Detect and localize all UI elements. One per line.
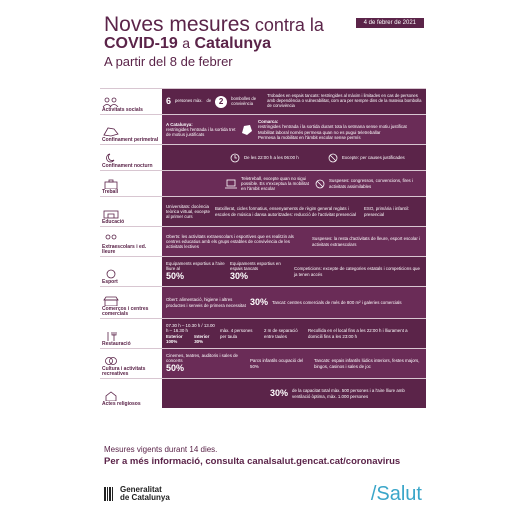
logo-line2: de Catalunya [120, 493, 170, 503]
row-label: Extraescolars i ed. lleure [102, 243, 147, 255]
row-label: Restauració [102, 340, 131, 347]
title-part-c: COVID-19 [104, 35, 178, 53]
poster [100, 8, 426, 518]
secondary-text: Batxillerat, cicles formatius, ensenyaments de règim general reglats i escoles de música i dansa autoritzades: reducció de l'activitat presencial [215, 206, 356, 217]
malls-closed: Tancat: centres comercials de més de 800 m² i galeries comercials [272, 299, 402, 305]
outdoor-sports-label: Equipaments esportius a l'aire lliure al [166, 261, 225, 272]
subtitle: A partir del 8 de febrer [104, 53, 233, 69]
title-part-d: a [182, 35, 191, 52]
bubble-label: bombolles de convivència [231, 95, 257, 106]
shop-icon [102, 296, 120, 306]
shop-capacity: 30% [250, 297, 269, 308]
night-exception: Excepte: per causes justificades [342, 154, 405, 160]
kids-icon [102, 234, 120, 244]
max-people: 6 [166, 96, 172, 107]
row-actes-religiosos [100, 378, 426, 408]
forbidden-icon [315, 179, 325, 189]
telework-text: Teletreball, excepte quan no sigui possible. Es v'exceptua la mobilitat en l'àmbit escolar [241, 175, 309, 192]
clock-icon [230, 153, 240, 163]
church-icon [102, 391, 120, 401]
moon-icon [102, 153, 120, 163]
cinemas-capacity: 50% [166, 363, 185, 374]
row-confinament-nocturn [100, 144, 426, 170]
school-mobility: Permesa la mobilitat en l'àmbit escolar sense permís [258, 134, 361, 140]
validity-text: Mesures vigents durant 14 dies. [104, 445, 218, 454]
row-educacio [100, 196, 426, 226]
suspended-events: Suspeses: congressos, convencions, fires i activitats assimilables [329, 178, 413, 189]
row-comercos [100, 286, 426, 318]
row-activitats-socials [100, 88, 426, 114]
row-confinament-perimetral [100, 114, 426, 144]
row-label: Cultura i activitats recreatives [102, 365, 146, 377]
row-label: Comerços i centres comercials [102, 305, 149, 317]
indoor-meetings: Trobades en espais tancats: restringides al màxim i limitades en cas de persones amb dependència o vulnerabilitat, com ara per sempre dins de la mateixa bombolla de convivència [267, 93, 422, 108]
max-people-label: persones màx. [175, 98, 203, 104]
measures-table [100, 88, 426, 408]
map-icon [102, 127, 120, 137]
opening-hours: 07.30 h – 10.30 h / 13.00 h – 16.30 h [166, 323, 215, 334]
salut-logo: /Salut [370, 483, 422, 505]
logo-line1: Generalitat [120, 485, 162, 494]
suspended-activities: Suspeses: la resta d'activitats de lleure, esport escolar i activitats extraescolars [312, 236, 420, 247]
religious-text: de la capacitat total màx. 500 persones i a l'aire lliure amb ventilació òptima, màx. 1.000 persones [292, 388, 405, 399]
competitions-text: Competicions: excepte de categories estatals i competicions que ja tenen accés [294, 266, 420, 277]
row-label: Treball [102, 188, 119, 195]
row-extraescolars [100, 226, 426, 256]
row-treball [100, 170, 426, 196]
bubble-count: 2 [215, 96, 227, 108]
de-label: de [206, 98, 212, 104]
ball-icon [102, 269, 120, 279]
religious-capacity: 30% [270, 388, 289, 399]
max-per-table: màx. 4 persones per taula [220, 328, 253, 339]
indoor-sports-label: Equipaments esportius en espais tancats [230, 261, 281, 272]
row-cultura [100, 348, 426, 378]
takeaway-text: Recollida en el local fins a les 22:00 h i lliurament a domicili fins a les 23:00 h [308, 328, 408, 339]
laptop-icon [225, 179, 237, 189]
essentials-open: Obert: alimentació, higiene i altres productes i serveis de primera necessitat [166, 297, 246, 308]
catalunya-label: A Catalunya: [166, 121, 193, 127]
people-icon [102, 97, 120, 107]
table-distance: 2 m de separació entre taules [264, 328, 298, 339]
date-badge: 4 de febrer de 2021 [356, 18, 424, 28]
terrace-capacity: Exterior 100% [166, 333, 183, 344]
cinemas-label: Cinemes, teatres, auditoris i sales de concerts [166, 353, 238, 364]
briefcase-icon [102, 179, 120, 189]
open-activities: Oberts: les activitats extraescolars i esportives que es realitzin als centres educatius amb els grups estables de convivència de les activitats lectives [166, 233, 294, 250]
page-title [104, 14, 324, 68]
outdoor-sports-capacity: 50% [166, 271, 185, 282]
forbidden-icon [328, 153, 338, 163]
playgrounds-capacity: Parcs infantils ocupació del 50% [250, 358, 304, 369]
row-esport [100, 256, 426, 286]
generalitat-logo [104, 486, 170, 503]
row-label: Confinament nocturn [102, 162, 153, 169]
row-label: Confinament perimetral [102, 136, 159, 143]
primary-text: ESO, primària i infantil: presencial [364, 206, 409, 217]
university-text: Universitats: docència teòrica virtual, excepte al primer curs [166, 203, 210, 220]
row-label: Educació [102, 218, 125, 225]
row-label: Actes religiosos [102, 400, 141, 407]
title-part-b: contra la [254, 15, 324, 35]
masks-icon [102, 356, 120, 366]
comarca-text: restringides l'entrada i la sortida durant tota la setmana sense motiu justificat [258, 124, 407, 130]
row-label: Esport [102, 278, 118, 285]
school-icon [102, 209, 120, 219]
labour-mobility: Mobilitat laboral només permesa quan no es pugui teletreballar [258, 129, 381, 135]
title-part-e: Catalunya [194, 35, 271, 53]
row-label: Activitats socials [102, 106, 143, 113]
title-part-a: Noves mesures [104, 13, 250, 36]
indoor-sports-capacity: 30% [230, 271, 249, 282]
cutlery-icon [102, 331, 120, 341]
night-hours: De les 22:00 h a les 06:00 h [244, 154, 299, 160]
closed-venues: Tancats: espais infantils lúdics interiors, festes majors, bingos, casinos i sales de joc [314, 358, 420, 369]
senyera-icon [104, 487, 116, 501]
catalonia-map-icon [240, 123, 254, 137]
comarca-label: Comarca: [258, 119, 279, 125]
catalunya-text: restringides l'entrada i la sortida tret de motius justificats [166, 126, 236, 138]
info-link[interactable]: Per a més informació, consulta canalsalut.gencat.cat/coronavirus [104, 456, 401, 467]
row-restauracio [100, 318, 426, 348]
indoor-capacity: Interior 30% [194, 333, 210, 344]
